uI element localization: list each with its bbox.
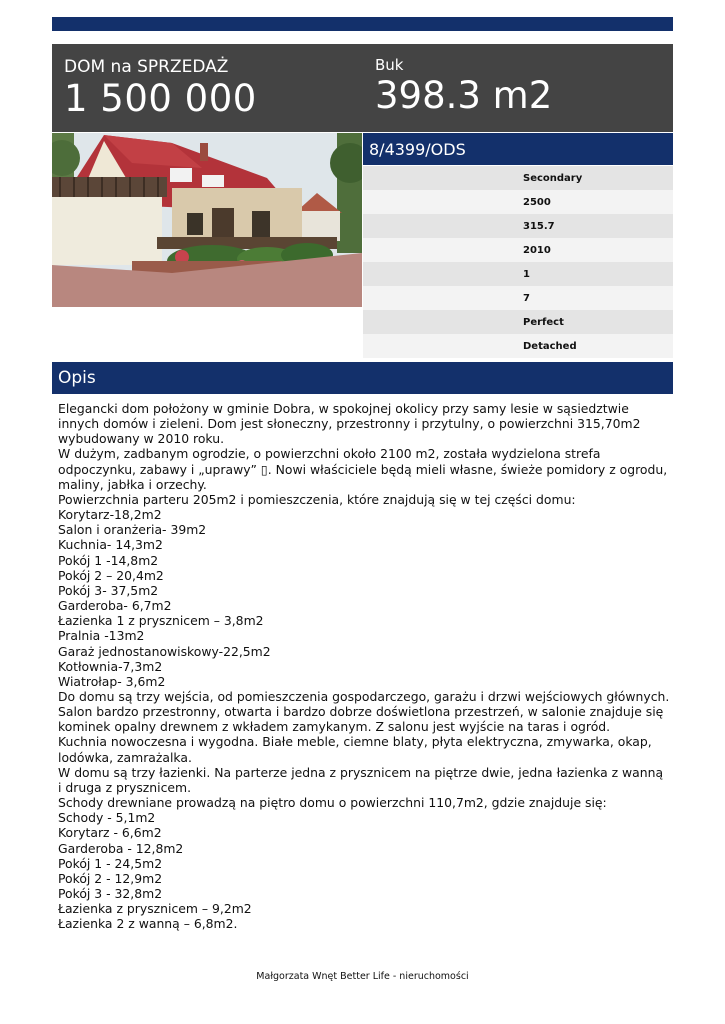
attribute-plot-area bbox=[363, 190, 673, 214]
description-line: Kotłownia-7,3m2 bbox=[58, 658, 163, 674]
attribute-condition bbox=[363, 310, 673, 334]
listing-reference: 8/4399/ODS bbox=[369, 140, 466, 159]
description-line: Korytarz - 6,6m2 bbox=[58, 825, 162, 841]
attribute-value: Perfect bbox=[523, 317, 564, 328]
description-line: Powierzchnia parteru 205m2 i pomieszczenia, które znajdują się w tej części domu: bbox=[58, 491, 576, 507]
header-left bbox=[64, 57, 257, 121]
description-line: Korytarz-18,2m2 bbox=[58, 507, 162, 523]
attribute-value: 1 bbox=[523, 269, 530, 280]
attribute-year-built bbox=[363, 238, 673, 262]
attribute-value: 315.7 bbox=[523, 221, 555, 232]
description-line: Pokój 3- 37,5m2 bbox=[58, 582, 159, 598]
listing-header bbox=[52, 44, 673, 132]
footer-agency: Małgorzata Wnęt Better Life - nieruchomości bbox=[256, 971, 469, 982]
reference-bar bbox=[363, 133, 673, 165]
description-line: Salon bardzo przestronny, otwarta i bardzo dobrze doświetlona przestrzeń, w salonie znajduje się kominek opalny drewnem z wkładem zamykanym. Z salonu jest wyjście na taras i ogród. bbox=[58, 704, 668, 735]
attribute-value: Secondary bbox=[523, 173, 583, 184]
description-line: W dużym, zadbanym ogrodzie, o powierzchni około 2100 m2, została wydzielona strefa odpoczynku, zabawy i „uprawy” ▯. Nowi właściciele będą mieli własne, świeże pomidory z ogrodu, maliny, jabłka i orzechy. bbox=[58, 446, 672, 492]
description-line: Do domu są trzy wejścia, od pomieszczenia gospodarczego, garażu i drzwi wejściowych głównych. bbox=[58, 688, 670, 704]
price: 1 500 000 bbox=[64, 77, 257, 120]
description-body bbox=[58, 401, 670, 931]
description-line: Schody drewniane prowadzą na piętro domu o powierzchni 110,7m2, gdzie znajduje się: bbox=[58, 795, 607, 811]
offer-type: DOM na SPRZEDAŻ bbox=[64, 57, 229, 77]
description-heading: Opis bbox=[58, 368, 96, 388]
description-line: Garderoba- 6,7m2 bbox=[58, 598, 172, 614]
attribute-value: Detached bbox=[523, 341, 577, 352]
header-right bbox=[375, 56, 552, 118]
description-line: Pokój 2 – 20,4m2 bbox=[58, 567, 164, 583]
top-accent-bar bbox=[52, 17, 673, 31]
description-line: Schody - 5,1m2 bbox=[58, 810, 156, 826]
attribute-value: 2500 bbox=[523, 197, 551, 208]
description-line: Kuchnia nowoczesna i wygodna. Białe meble, ciemne blaty, płyta elektryczna, zmywarka, okap, lodówka, zamrażalka. bbox=[58, 734, 656, 765]
attribute-value: 7 bbox=[523, 293, 530, 304]
description-line: Pokój 2 - 12,9m2 bbox=[58, 870, 163, 886]
description-line: Salon i oranżeria- 39m2 bbox=[58, 522, 207, 538]
area: 398.3 m2 bbox=[375, 74, 553, 117]
description-line: Pokój 1 - 24,5m2 bbox=[58, 855, 163, 871]
attributes-table bbox=[363, 166, 673, 358]
description-line: Łazienka 1 z prysznicem – 3,8m2 bbox=[58, 613, 264, 629]
attribute-value: 2010 bbox=[523, 245, 551, 256]
attribute-floors bbox=[363, 262, 673, 286]
property-photo bbox=[52, 133, 362, 307]
attribute-market bbox=[363, 166, 673, 190]
description-line: Łazienka 2 z wanną – 6,8m2. bbox=[58, 916, 238, 932]
description-line: Wiatrołap- 3,6m2 bbox=[58, 673, 166, 689]
description-line: Pokój 1 -14,8m2 bbox=[58, 552, 159, 568]
description-line: Kuchnia- 14,3m2 bbox=[58, 537, 163, 553]
description-line: Pokój 3 - 32,8m2 bbox=[58, 886, 163, 901]
description-line: W domu są trzy łazienki. Na parterze jedna z prysznicem na piętrze dwie, jedna łazienka z wanną i druga z prysznicem. bbox=[58, 764, 668, 795]
description-line: Pralnia -13m2 bbox=[58, 628, 145, 644]
description-line: Garderoba - 12,8m2 bbox=[58, 840, 184, 856]
description-line: Łazienka z prysznicem – 9,2m2 bbox=[58, 901, 252, 917]
description-heading-bar bbox=[52, 362, 673, 394]
description-line: Elegancki dom położony w gminie Dobra, w spokojnej okolicy przy samy lesie w sąsiedztwie innych domów i zieleni. Dom jest słoneczny, przestronny i przytulny, o powierzchni 315,70m2 wybudowany w 2010 roku. bbox=[58, 401, 645, 447]
attribute-usable-area bbox=[363, 214, 673, 238]
attribute-rooms bbox=[363, 286, 673, 310]
description-line: Garaż jednostanowiskowy-22,5m2 bbox=[58, 643, 271, 659]
city: Buk bbox=[375, 56, 404, 74]
attribute-building-type bbox=[363, 334, 673, 358]
